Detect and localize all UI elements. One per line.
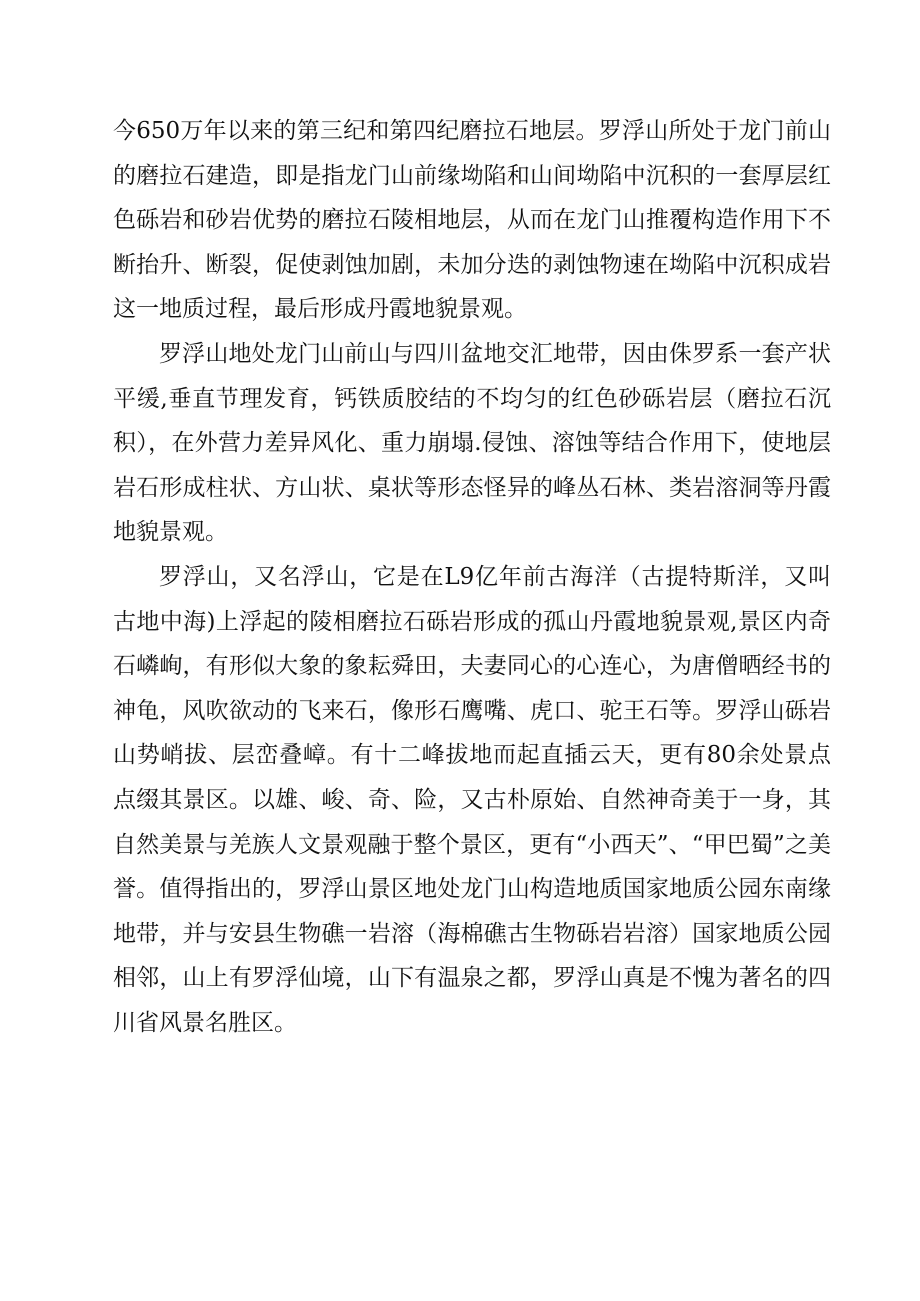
document-page — [113, 109, 831, 1045]
paragraph-2: 罗浮山地处龙门山前山与四川盆地交汇地带，因由侏罗系一套产状平缓,垂直节理发育，钙铁质胶结的不均匀的红色砂砾岩层（磨拉石沉积），在外营力差异风化、重力崩塌.侵蚀、溶蚀等结合作用下，使地层岩石形成柱状、方山状、桌状等形态怪异的峰丛石林、类岩溶洞等丹霞地貌景观。 — [113, 340, 831, 546]
paragraph-1: 今650万年以来的第三纪和第四纪磨拉石地层。罗浮山所处于龙门前山的磨拉石建造，即是指龙门山前缘坳陷和山间坳陷中沉积的一套厚层红色砾岩和砂岩优势的磨拉石陵相地层，从而在龙门山推覆构造作用下不断抬升、断裂，促使剥蚀加剧，未加分迭的剥蚀物速在坳陷中沉积成岩这一地质过程，最后形成丹霞地貌景观。 — [113, 118, 831, 323]
paragraph-3: 罗浮山，又名浮山，它是在L9亿年前古海洋（古提特斯洋，又叫古地中海)上浮起的陵相磨拉石砾岩形成的孤山丹霞地貌景观,景区内奇石嶙峋，有形似大象的象耘舜田，夫妻同心的心连心，为唐僧晒经书的神龟，风吹欲动的飞来石，像形石鹰嘴、虎口、驼王石等。罗浮山砾岩山势峭拔、层峦叠嶂。有十二峰拔地而起直插云天，更有80余处景点点缀其景区。以雄、峻、奇、险，又古朴原始、自然神奇美于一身，其自然美景与羌族人文景观融于整个景区，更有“小西天”、“甲巴蜀”之美誉。值得指出的，罗浮山景区地处龙门山构造地质国家地质公园东南缘地带，并与安县生物礁一岩溶（海棉礁古生物砾岩岩溶）国家地质公园相邻，山上有罗浮仙境，山下有温泉之都，罗浮山真是不愧为著名的四川省风景名胜区。 — [113, 563, 831, 1036]
